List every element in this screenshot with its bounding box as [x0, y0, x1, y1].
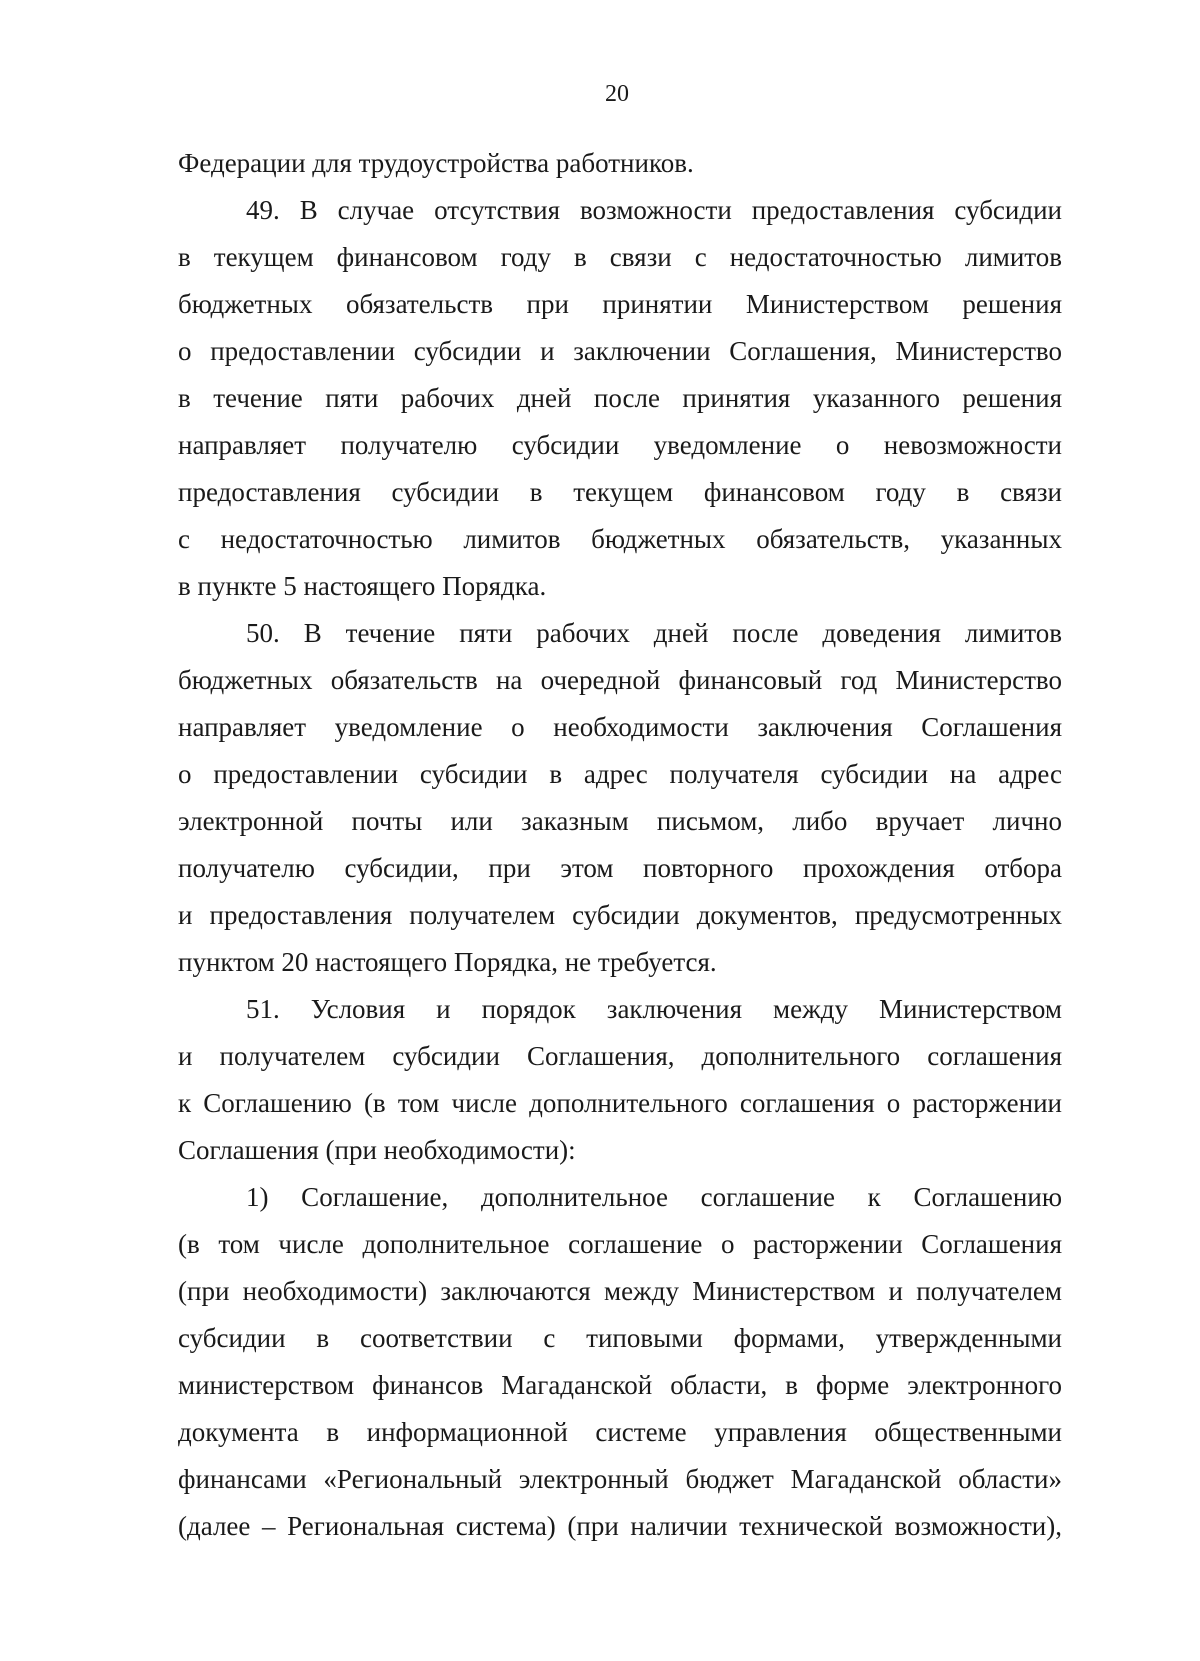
- paragraph-51-item-1: [178, 1174, 1062, 1550]
- text-line: (далее – Региональная система) (при наличии технической возможности),: [178, 1511, 1062, 1541]
- text-line: 49. В случае отсутствия возможности предоставления субсидии: [246, 195, 1062, 225]
- document-body: [178, 140, 1062, 1550]
- text-line: предоставления субсидии в текущем финансовом году в связи: [178, 477, 1062, 507]
- text-line: в течение пяти рабочих дней после принятия указанного решения: [178, 383, 1062, 413]
- text-line: направляет уведомление о необходимости заключения Соглашения: [178, 712, 1062, 742]
- text-line: субсидии в соответствии с типовыми формами, утвержденными: [178, 1323, 1062, 1353]
- text-line: получателю субсидии, при этом повторного прохождения отбора: [178, 853, 1062, 883]
- paragraph-51: [178, 986, 1062, 1174]
- page-number: 20: [605, 81, 629, 107]
- text-line: (в том числе дополнительное соглашение о расторжении Соглашения: [178, 1229, 1062, 1259]
- text-line: Федерации для трудоустройства работников.: [178, 148, 694, 178]
- text-line: о предоставлении субсидии и заключении Соглашения, Министерство: [178, 336, 1062, 366]
- text-line: бюджетных обязательств на очередной финансовый год Министерство: [178, 665, 1062, 695]
- text-line: 51. Условия и порядок заключения между Министерством: [246, 994, 1062, 1024]
- text-line: и предоставления получателем субсидии документов, предусмотренных: [178, 900, 1062, 930]
- text-line: и получателем субсидии Соглашения, дополнительного соглашения: [178, 1041, 1062, 1071]
- text-line: (при необходимости) заключаются между Министерством и получателем: [178, 1276, 1062, 1306]
- text-line: в пункте 5 настоящего Порядка.: [178, 571, 547, 601]
- text-line: электронной почты или заказным письмом, либо вручает лично: [178, 806, 1062, 836]
- paragraph-continuation: [178, 140, 1062, 187]
- text-line: пунктом 20 настоящего Порядка, не требуется.: [178, 947, 717, 977]
- text-line: министерством финансов Магаданской области, в форме электронного: [178, 1370, 1062, 1400]
- text-line: к Соглашению (в том числе дополнительного соглашения о расторжении: [178, 1088, 1062, 1118]
- text-line: документа в информационной системе управления общественными: [178, 1417, 1062, 1447]
- text-line: финансами «Региональный электронный бюджет Магаданской области»: [178, 1464, 1062, 1494]
- text-line: направляет получателю субсидии уведомление о невозможности: [178, 430, 1062, 460]
- text-line: бюджетных обязательств при принятии Министерством решения: [178, 289, 1062, 319]
- text-line: Соглашения (при необходимости):: [178, 1135, 576, 1165]
- text-line: с недостаточностью лимитов бюджетных обязательств, указанных: [178, 524, 1062, 554]
- text-line: в текущем финансовом году в связи с недостаточностью лимитов: [178, 242, 1062, 272]
- text-line: 1) Соглашение, дополнительное соглашение к Соглашению: [246, 1182, 1062, 1212]
- paragraph-50: [178, 610, 1062, 986]
- paragraph-49: [178, 187, 1062, 610]
- text-line: 50. В течение пяти рабочих дней после доведения лимитов: [246, 618, 1062, 648]
- text-line: о предоставлении субсидии в адрес получателя субсидии на адрес: [178, 759, 1062, 789]
